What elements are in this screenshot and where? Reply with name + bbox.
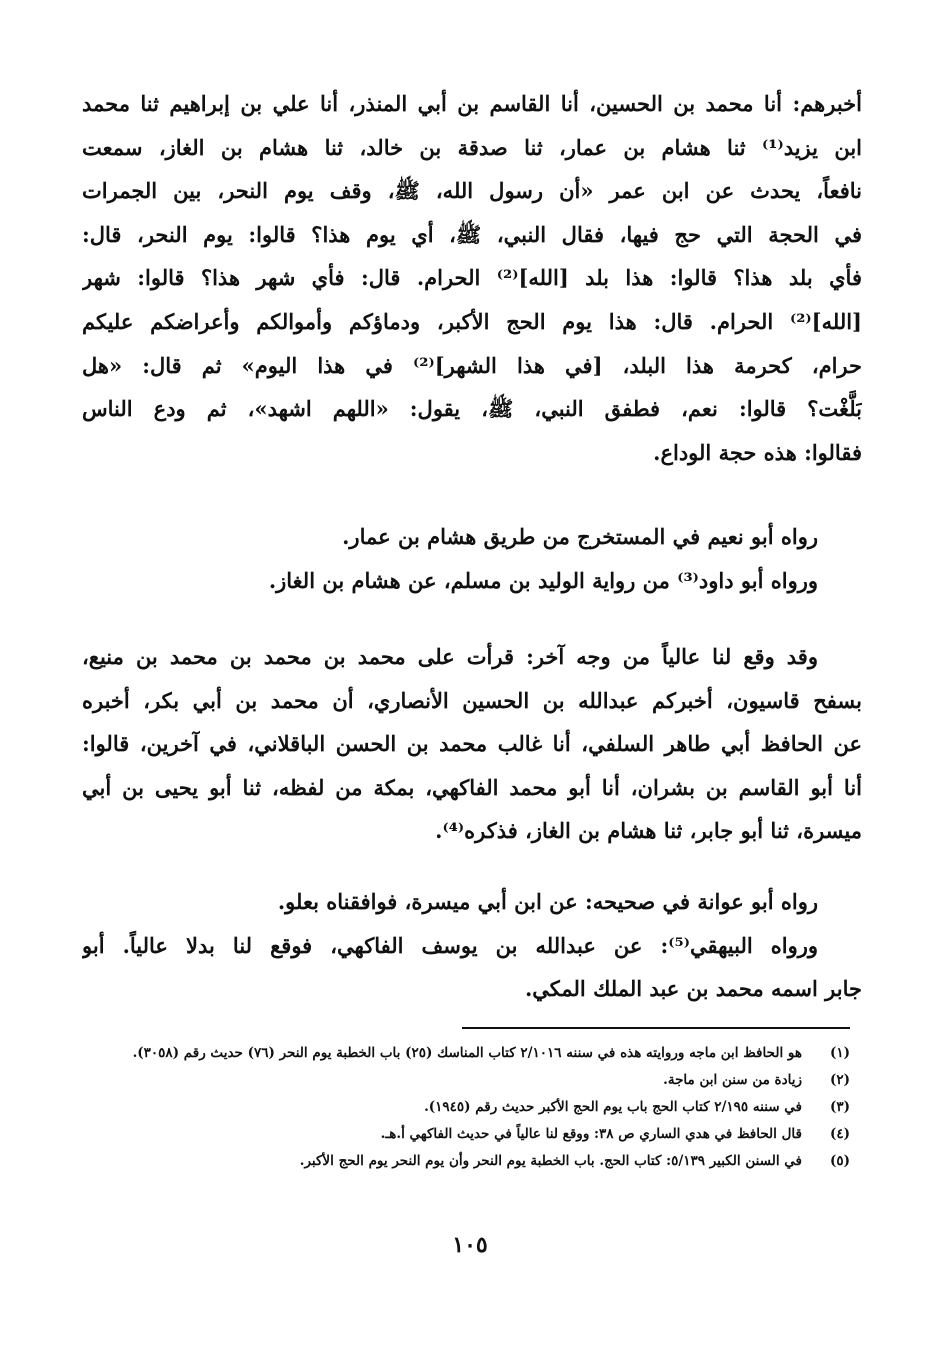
footnote-text: قال الحافظ في هدي الساري ص ٣٨: ووقع لنا عالياً في حديث الفاكهي أ.هـ. [380,1126,802,1142]
paragraph-chain [82,635,862,853]
text-line: [الله]⁽²⁾ الحرام. قال: هذا يوم الحج الأكبر، ودماؤكم وأموالكم وأعراضكم عليكم [82,308,862,334]
footnote [110,1148,850,1175]
text-line: أخبرهم: أنا محمد بن الحسين، أنا القاسم بن أبي المنذر، أنا علي بن إبراهيم ثنا محمد [82,91,862,116]
footnote-number: (٢) [829,1072,850,1088]
footnote-number: (٥) [829,1153,850,1169]
footnote-divider [462,1027,850,1029]
page-number: ١٠٥ [452,1232,488,1258]
text-line: حرام، كحرمة هذا البلد، [في هذا الشهر]⁽²⁾ في هذا اليوم» ثم قال: «هل [82,352,862,378]
paragraph-narrations [82,515,862,602]
footnote [110,1094,850,1121]
footnote [110,1040,850,1067]
text-line: فقالوا: هذه حجة الوداع. [653,439,862,465]
text-line: نافعاً، يحدث عن ابن عمر «أن رسول الله، ﷺ، وقف يوم النحر، بين الجمرات [82,178,862,204]
text-line: جابر اسمه محمد بن عبد الملك المكي. [524,976,862,1002]
text-line: وقد وقع لنا عالياً من وجه آخر: قرأت على محمد بن محمد بن محمد بن منيع، [82,644,818,669]
footnote-text: في السنن الكبير ٥/١٣٩: كتاب الحج. باب الخطبة يوم النحر وأن يوم النحر يوم الحج الأكبر. [299,1153,802,1169]
footnote [110,1121,850,1148]
paragraph-hadith [82,82,862,474]
footnote-number: (٤) [829,1126,850,1142]
footnotes [110,1040,850,1175]
text-line: فأي بلد هذا؟ قالوا: هذا بلد [الله]⁽²⁾ الحرام. قال: فأي شهر هذا؟ قالوا: شهر [82,265,862,291]
text-line: بسفح قاسيون، أخبركم عبدالله بن الحسين الأنصاري، أن محمد بن أبي بكر، أخبره [82,687,862,713]
footnote-number: (٣) [829,1099,850,1115]
paragraph-sources [82,880,862,1011]
text-line: رواه أبو نعيم في المستخرج من طريق هشام بن عمار. [342,524,818,549]
text-line: ميسرة، ثنا أبو جابر، ثنا هشام بن الغاز، فذكره⁽⁴⁾. [435,818,862,844]
text-line: رواه أبو عوانة في صحيحه: عن ابن أبي ميسرة، فوافقناه بعلو. [277,889,818,914]
text-line: ورواه البيهقي⁽⁵⁾: عن عبدالله بن يوسف الفاكهي، فوقع لنا بدلا عالياً. أبو [82,932,818,958]
text-line: عن الحافظ أبي طاهر السلفي، أنا غالب محمد بن الحسن الباقلاني، في آخرين، قالوا: [82,731,862,757]
footnote-number: (١) [829,1045,850,1061]
footnote-text: هو الحافظ ابن ماجه وروايته هذه في سننه ٢/١٠١٦ كتاب المناسك (٢٥) باب الخطبة يوم النحر (٧٦) حديث رقم (٣٠٥٨). [132,1045,802,1061]
footnote-text: زيادة من سنن ابن ماجة. [663,1072,802,1088]
text-line: بَلَّغْت؟ قالوا: نعم، فطفق النبي، ﷺ، يقول: «اللهم اشهد»، ثم ودع الناس [82,396,862,422]
footnote [110,1067,850,1094]
text-line: في الحجة التي حج فيها، فقال النبي، ﷺ، أي يوم هذا؟ قالوا: يوم النحر، قال: [82,221,862,247]
text-line: أنا أبو القاسم بن بشران، أنا أبو محمد الفاكهي، بمكة من لفظه، ثنا أبو يحيى بن أبي [82,774,862,800]
footnote-text: في سننه ٢/١٩٥ كتاب الحج باب يوم الحج الأكبر حديث رقم (١٩٤٥). [424,1099,802,1115]
text-line: ابن يزيد⁽¹⁾ ثنا هشام بن عمار، ثنا صدقة بن خالد، ثنا هشام بن الغاز، سمعت [82,134,862,160]
text-line: ورواه أبو داود⁽³⁾ من رواية الوليد بن مسلم، عن هشام بن الغاز. [268,567,818,593]
